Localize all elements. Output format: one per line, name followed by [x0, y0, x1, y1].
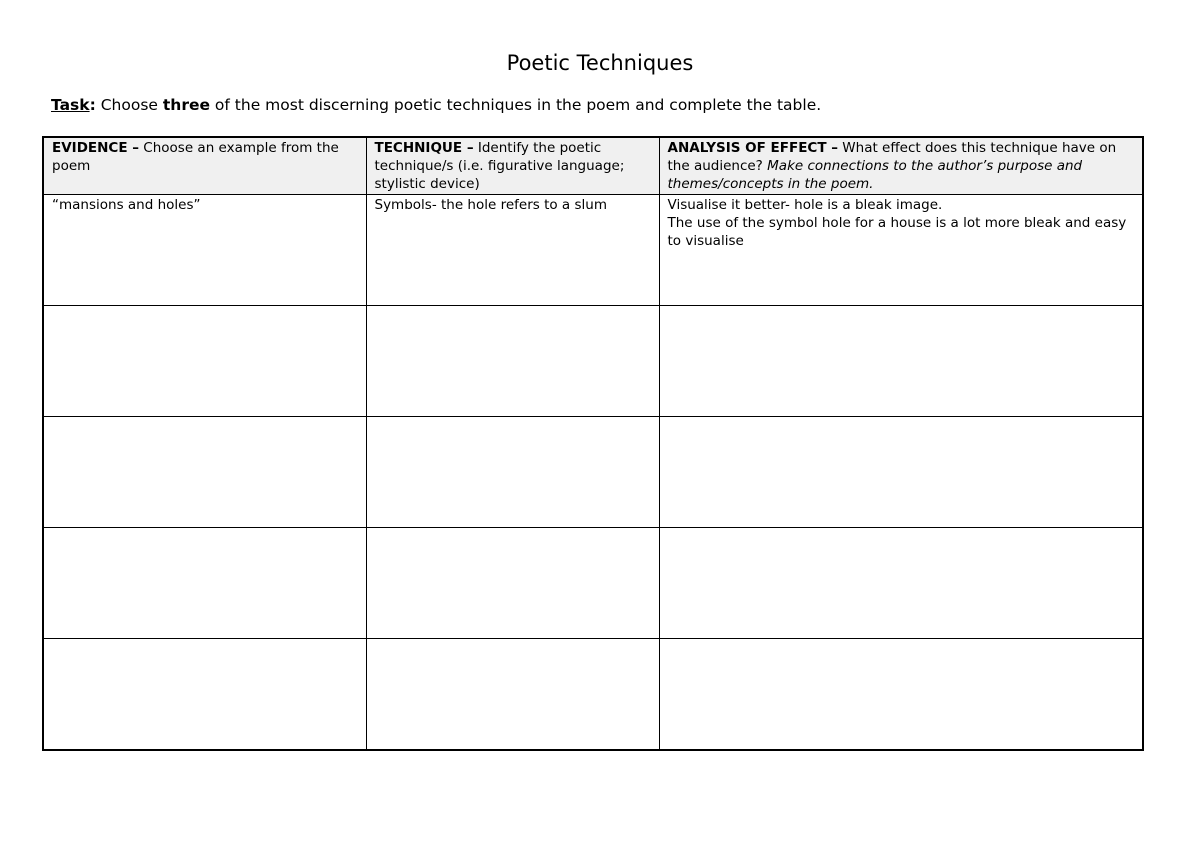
- technique-cell[interactable]: [366, 528, 659, 639]
- techniques-table: [42, 136, 1144, 751]
- analysis-cell[interactable]: [659, 195, 1143, 306]
- analysis-cell[interactable]: [659, 417, 1143, 528]
- technique-header-bold: TECHNIQUE –: [374, 140, 474, 156]
- task-emphasis: three: [162, 96, 210, 114]
- technique-cell[interactable]: [366, 306, 659, 417]
- page-title: Poetic Techniques: [506, 51, 694, 75]
- analysis-header: [659, 137, 1143, 195]
- analysis-header-italic: Make connections to the author’s purpose and themes/concepts in the poem.: [667, 158, 1083, 192]
- table-row: [43, 195, 1143, 306]
- technique-header: [366, 137, 659, 195]
- task-instruction: [51, 96, 821, 114]
- technique-cell[interactable]: Symbols- the hole refers to a slum: [366, 195, 659, 306]
- evidence-cell[interactable]: [43, 639, 366, 751]
- analysis-cell[interactable]: [659, 639, 1143, 751]
- table-row: [43, 306, 1143, 417]
- analysis-line-2: The use of the symbol hole for a house is a lot more bleak and easy to visualise: [667, 215, 1127, 249]
- technique-cell[interactable]: [366, 639, 659, 751]
- analysis-header-bold: ANALYSIS OF EFFECT –: [667, 140, 838, 156]
- analysis-line-1: Visualise it better- hole is a bleak image.: [667, 197, 943, 213]
- task-text-after: of the most discerning poetic techniques in the poem and complete the table.: [210, 96, 822, 114]
- task-colon: :: [89, 96, 96, 114]
- analysis-cell[interactable]: [659, 306, 1143, 417]
- technique-header-text: Identify the poetic technique/s (i.e. figurative language; stylistic device): [374, 140, 625, 192]
- table-row: [43, 639, 1143, 751]
- table-row: [43, 528, 1143, 639]
- analysis-cell[interactable]: [659, 528, 1143, 639]
- task-text-before: Choose: [95, 96, 163, 114]
- analysis-header-text: What effect does this technique have on the audience?: [667, 140, 1117, 174]
- technique-cell[interactable]: [366, 417, 659, 528]
- evidence-header: [43, 137, 366, 195]
- evidence-cell[interactable]: “mansions and holes”: [43, 195, 366, 306]
- task-label: Task: [51, 96, 90, 114]
- table-header-row: [43, 137, 1143, 195]
- evidence-cell[interactable]: [43, 417, 366, 528]
- evidence-cell[interactable]: [43, 528, 366, 639]
- evidence-cell[interactable]: [43, 306, 366, 417]
- evidence-header-bold: EVIDENCE –: [52, 140, 139, 156]
- evidence-header-text: Choose an example from the poem: [52, 140, 339, 174]
- table-row: [43, 417, 1143, 528]
